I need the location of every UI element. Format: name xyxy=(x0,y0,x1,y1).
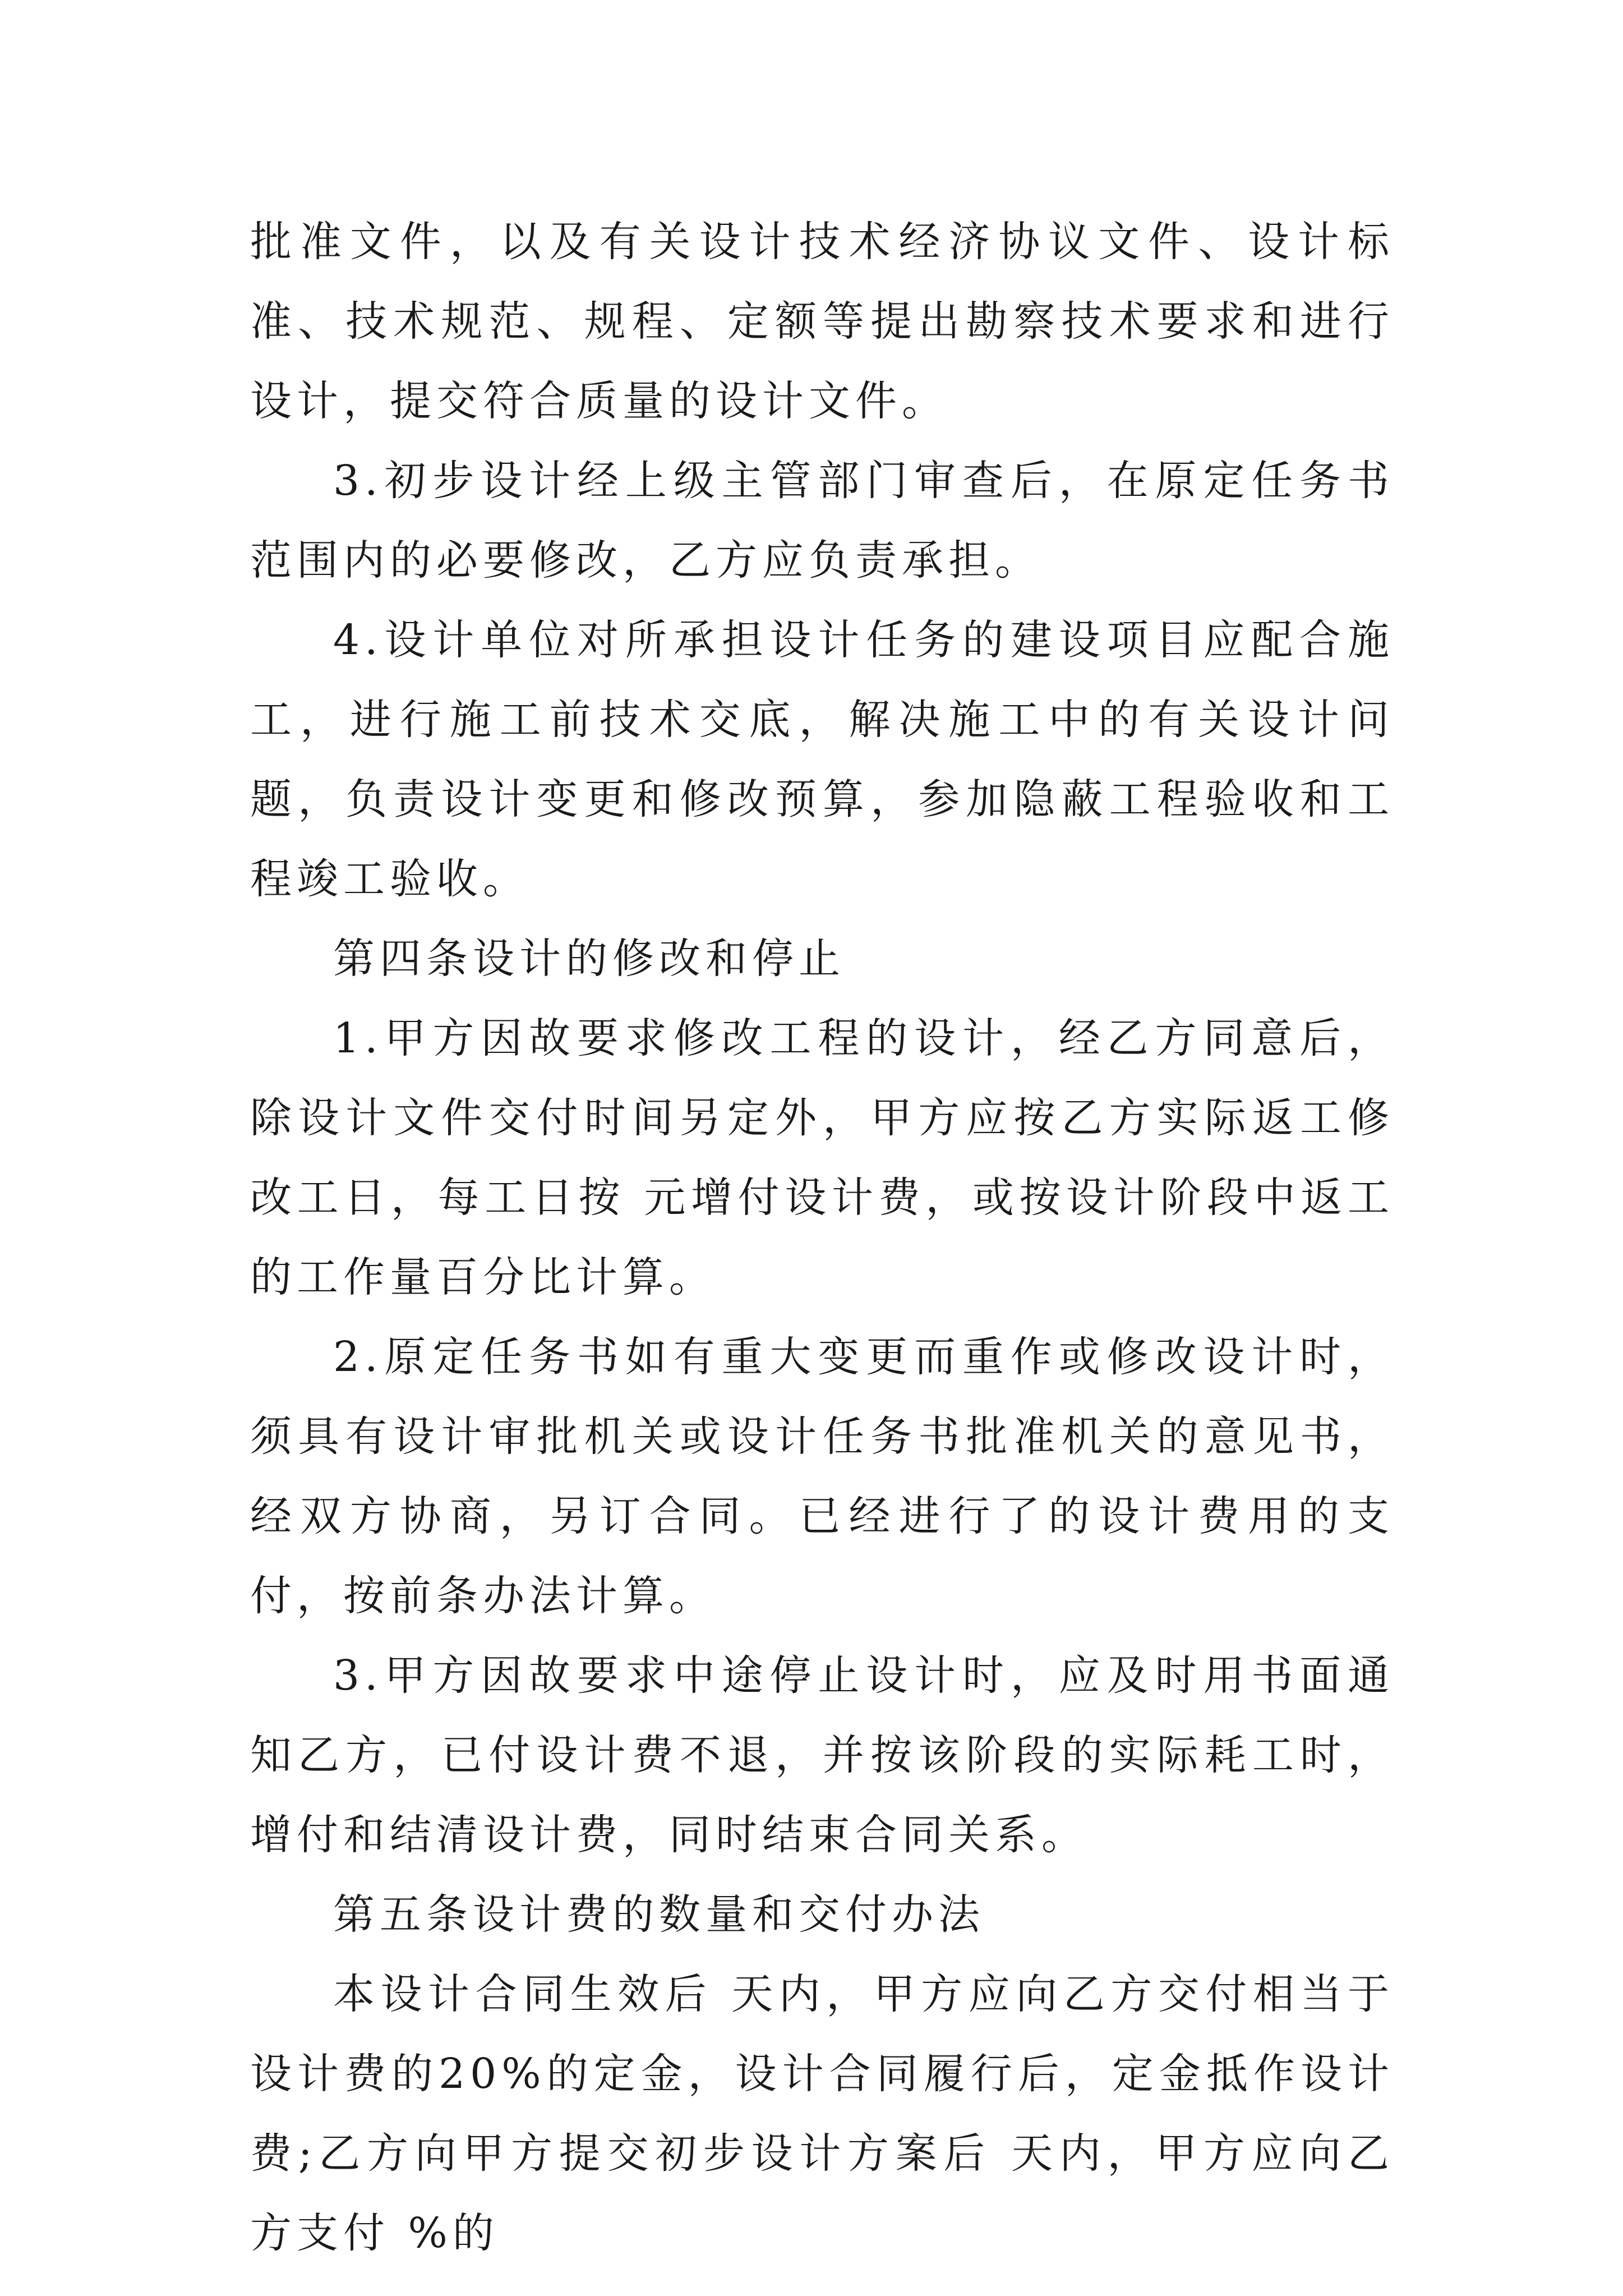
section-heading-article-4: 第四条设计的修改和停止 xyxy=(333,935,845,983)
paragraph-article-4-item-1: 1.甲方因故要求修改工程的设计，经乙方同意后，除设计文件交付时间另定外，甲方应按乙方实际返工修改工日，每工日按 元增付设计费，或按设计阶段中返工的工作量百分比计算。 xyxy=(250,1014,1394,1301)
document-body xyxy=(250,202,1394,2273)
paragraph-clause-4-construction-support: 4.设计单位对所承担设计任务的建设项目应配合施工，进行施工前技术交底，解决施工中的有关设计问题，负责设计变更和修改预算，参加隐蔽工程验收和工程竣工验收。 xyxy=(250,616,1394,903)
paragraph-clause-3-preliminary-design: 3.初步设计经上级主管部门审查后，在原定任务书范围内的必要修改，乙方应负责承担。 xyxy=(250,457,1394,585)
section-heading-article-5: 第五条设计费的数量和交付办法 xyxy=(333,1890,985,1939)
paragraph-article-4-item-3: 3.甲方因故要求中途停止设计时，应及时用书面通知乙方，已付设计费不退，并按该阶段的实际耗工时，增付和结清设计费，同时结束合同关系。 xyxy=(250,1651,1394,1859)
paragraph-article-5-payment: 本设计合同生效后 天内，甲方应向乙方交付相当于设计费的20%的定金，设计合同履行后，定金抵作设计费;乙方向甲方提交初步设计方案后 天内，甲方应向乙方支付 %的 xyxy=(250,1970,1394,2257)
paragraph-article-4-item-2: 2.原定任务书如有重大变更而重作或修改设计时，须具有设计审批机关或设计任务书批准机关的意见书，经双方协商，另订合同。已经进行了的设计费用的支付，按前条办法计算。 xyxy=(250,1333,1394,1620)
paragraph-approval-docs: 批准文件，以及有关设计技术经济协议文件、设计标准、技术规范、规程、定额等提出勘察技术要求和进行设计，提交符合质量的设计文件。 xyxy=(250,218,1394,425)
